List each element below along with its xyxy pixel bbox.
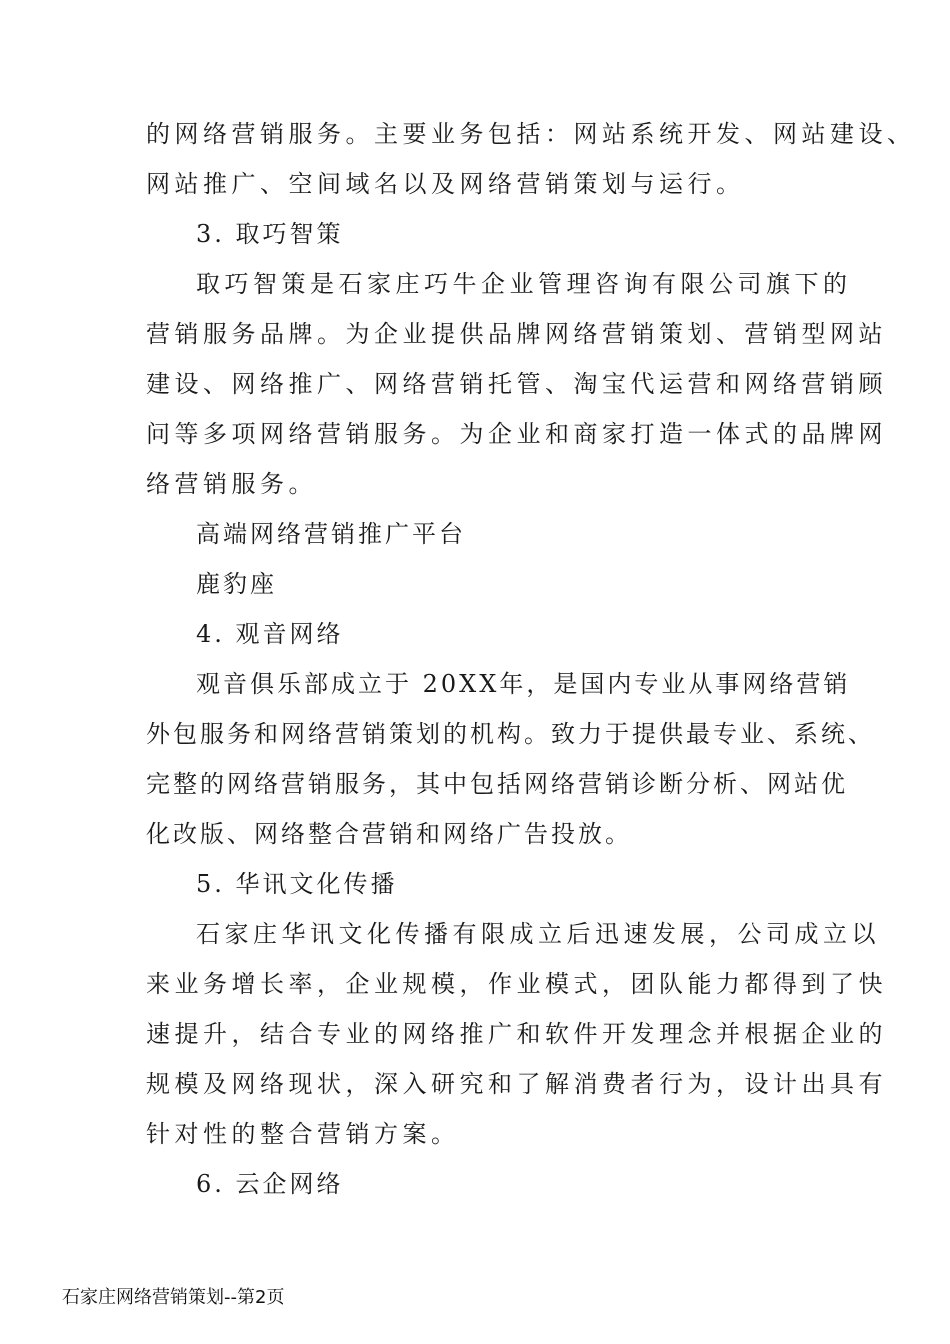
section-heading: 5. 华讯文化传播 bbox=[196, 870, 398, 898]
page-footer: 石家庄网络营销策划--第2页 bbox=[62, 1287, 285, 1308]
paragraph-line: 来业务增长率，企业规模，作业模式，团队能力都得到了快 bbox=[146, 970, 887, 998]
paragraph-line: 完整的网络营销服务，其中包括网络营销诊断分析、网站优 bbox=[146, 770, 848, 798]
paragraph-line: 高端网络营销推广平台 bbox=[196, 520, 466, 548]
paragraph-line: 问等多项网络营销服务。为企业和商家打造一体式的品牌网 bbox=[146, 420, 887, 448]
section-heading: 6. 云企网络 bbox=[196, 1170, 344, 1198]
paragraph-line: 观音俱乐部成立于 20XX年，是国内专业从事网络营销 bbox=[196, 670, 851, 698]
paragraph-line: 营销服务品牌。为企业提供品牌网络营销策划、营销型网站 bbox=[146, 320, 887, 348]
section-heading: 3. 取巧智策 bbox=[196, 220, 344, 248]
section-heading: 4. 观音网络 bbox=[196, 620, 344, 648]
paragraph-line: 取巧智策是石家庄巧牛企业管理咨询有限公司旗下的 bbox=[196, 270, 852, 298]
paragraph-line: 外包服务和网络营销策划的机构。致力于提供最专业、系统、 bbox=[146, 720, 875, 748]
paragraph-line: 的网络营销服务。主要业务包括：网站系统开发、网站建设、 bbox=[146, 120, 916, 148]
paragraph-line: 网站推广、空间域名以及网络营销策划与运行。 bbox=[146, 170, 745, 198]
paragraph-line: 规模及网络现状，深入研究和了解消费者行为，设计出具有 bbox=[146, 1070, 887, 1098]
paragraph-line: 石家庄华讯文化传播有限成立后迅速发展，公司成立以 bbox=[196, 920, 880, 948]
paragraph-line: 速提升，结合专业的网络推广和软件开发理念并根据企业的 bbox=[146, 1020, 887, 1048]
paragraph-line: 鹿豹座 bbox=[196, 570, 277, 598]
paragraph-line: 化改版、网络整合营销和网络广告投放。 bbox=[146, 820, 632, 848]
paragraph-line: 建设、网络推广、网络营销托管、淘宝代运营和网络营销顾 bbox=[146, 370, 887, 398]
paragraph-line: 针对性的整合营销方案。 bbox=[146, 1120, 460, 1148]
paragraph-line: 络营销服务。 bbox=[146, 470, 317, 498]
